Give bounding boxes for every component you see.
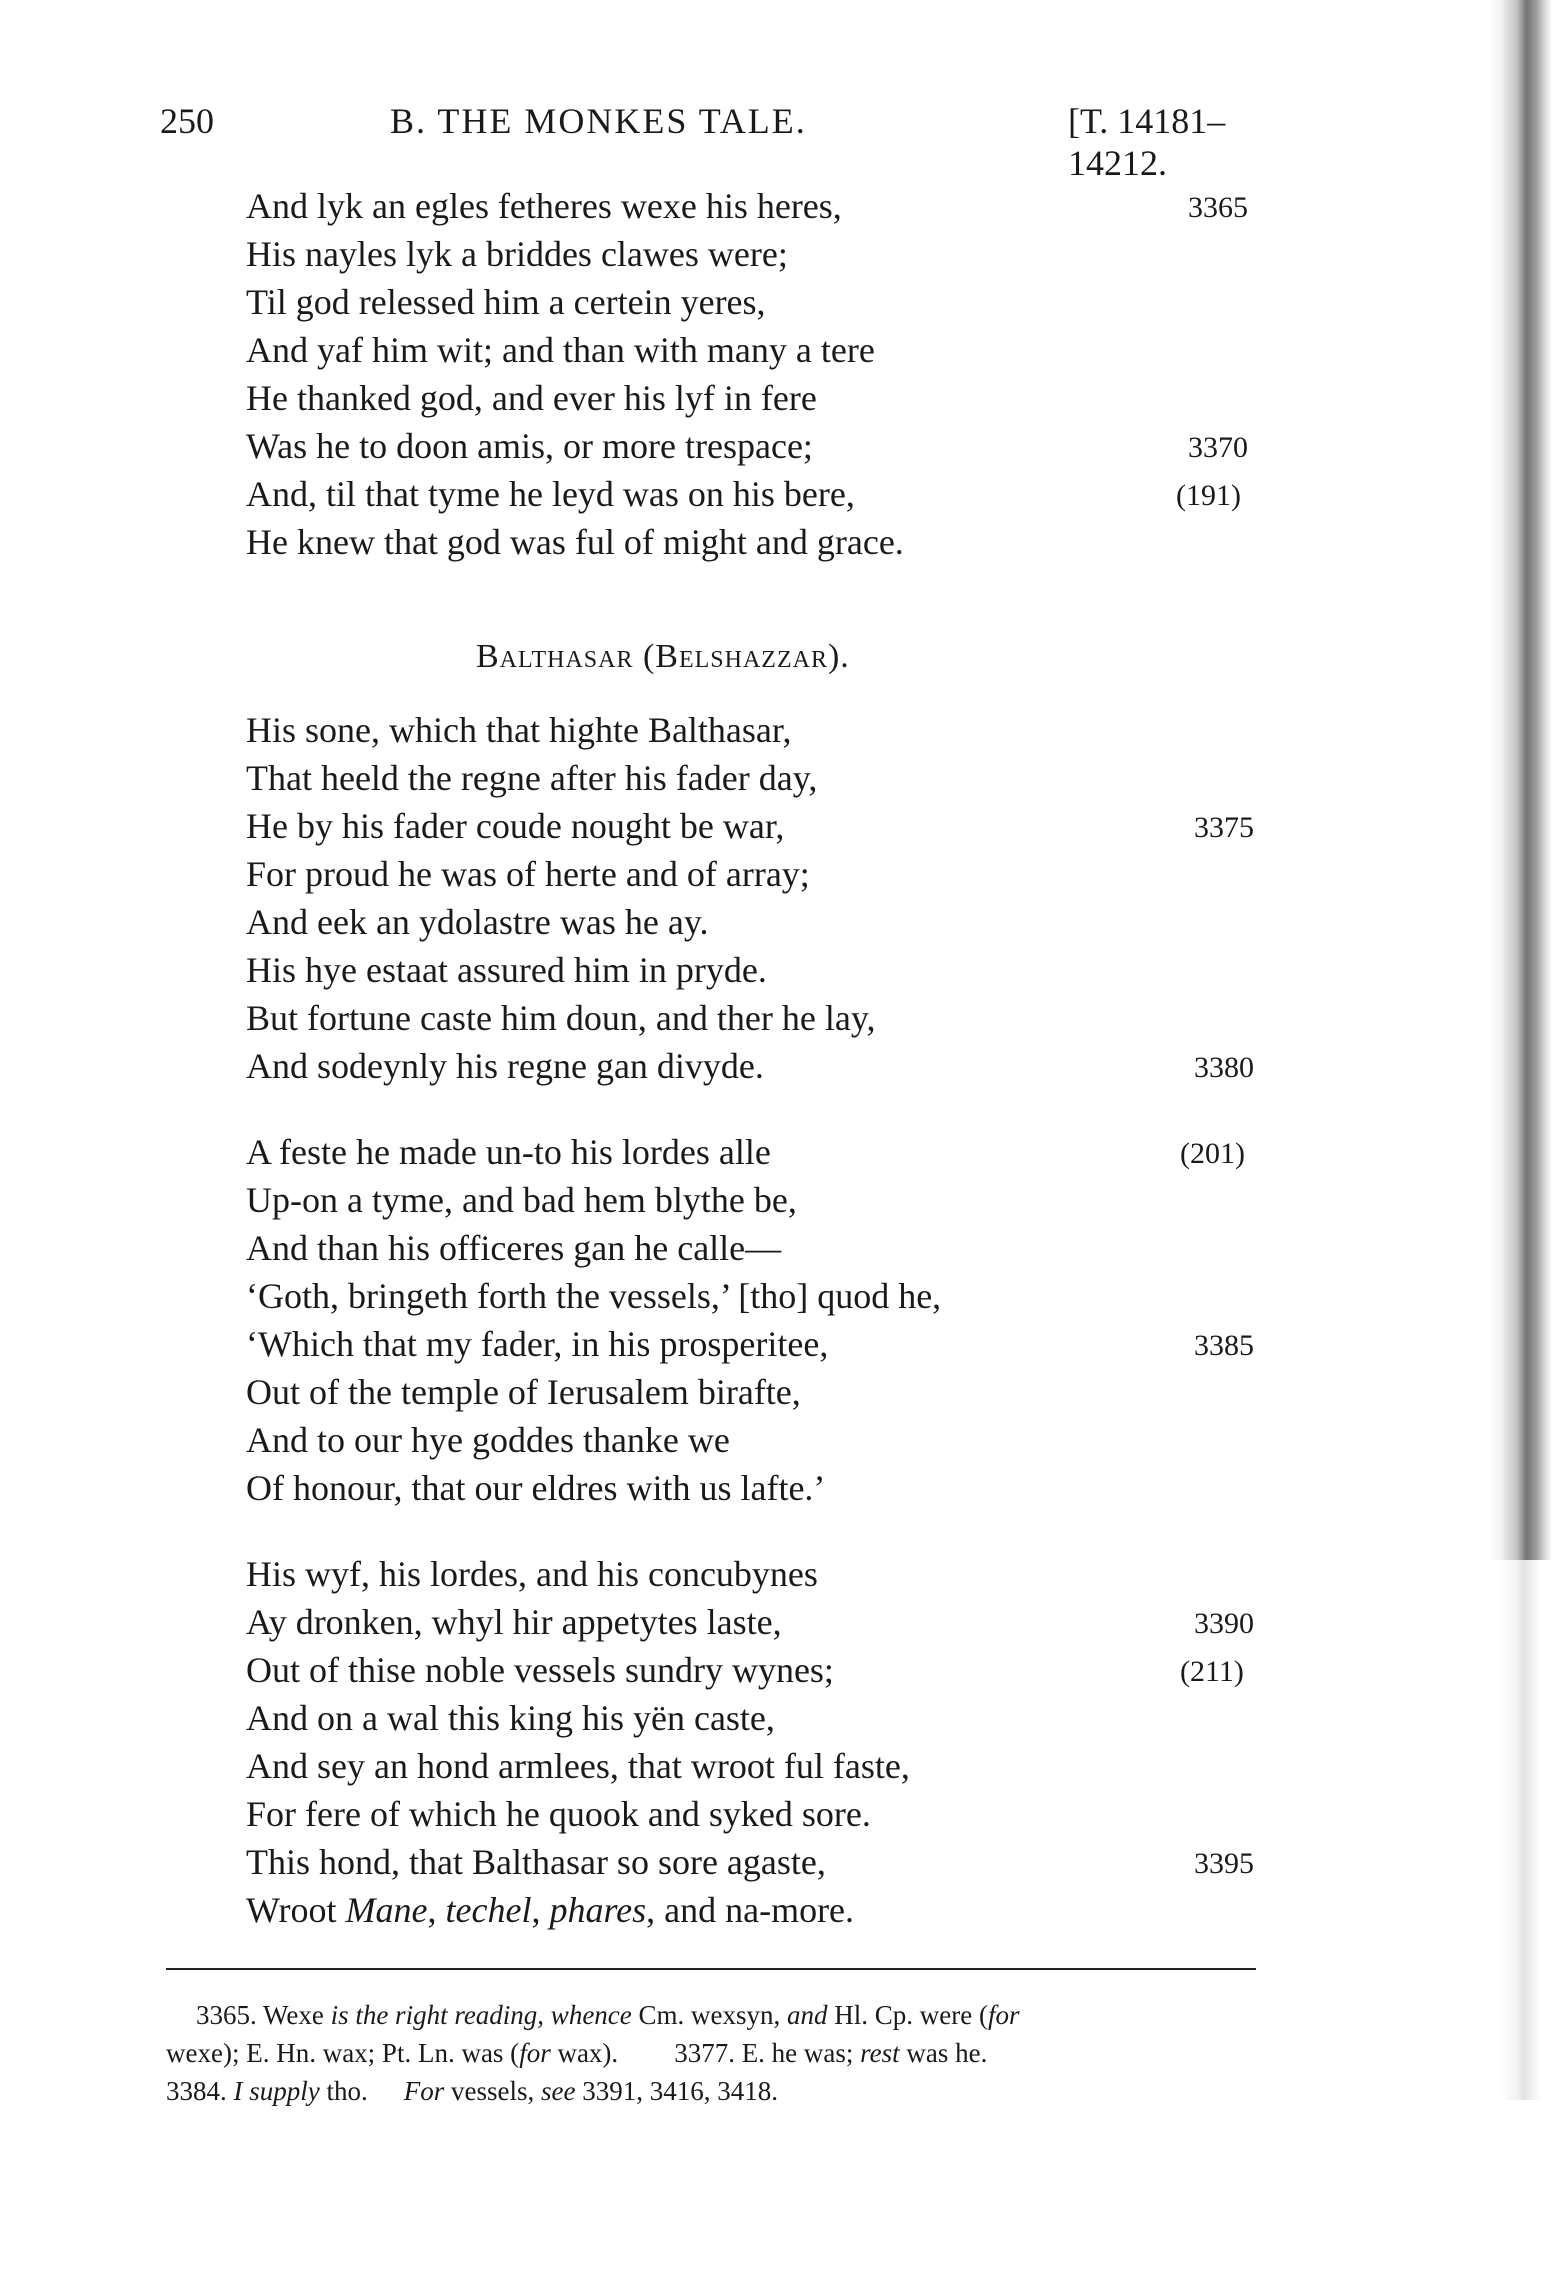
manuscript-number: (191) bbox=[1176, 479, 1241, 512]
verse-line: And yaf him wit; and than with many a tere bbox=[246, 330, 875, 370]
verse-line: His sone, which that highte Balthasar, bbox=[246, 710, 792, 750]
footnote-line: 3384. I supply tho. For vessels, see 3391, 3416, 3418. bbox=[166, 2076, 778, 2106]
verse-line: His hye estaat assured him in pryde. bbox=[246, 950, 767, 990]
verse-line: He by his fader coude nought be war, bbox=[246, 806, 785, 846]
line-number: 3380 bbox=[1194, 1051, 1254, 1084]
verse-line: ‘Which that my fader, in his prosperitee, bbox=[246, 1324, 829, 1364]
verse-line: A feste he made un-to his lordes alle bbox=[246, 1132, 771, 1172]
line-number: 3390 bbox=[1194, 1607, 1254, 1640]
verse-line: Out of the temple of Ierusalem birafte, bbox=[246, 1372, 801, 1412]
verse-line: And sodeynly his regne gan divyde. bbox=[246, 1046, 764, 1086]
running-header bbox=[160, 100, 1260, 183]
verse-line: But fortune caste him doun, and ther he lay, bbox=[246, 998, 876, 1038]
verse-line: And to our hye goddes thanke we bbox=[246, 1420, 730, 1460]
verse-line: His wyf, his lordes, and his concubynes bbox=[246, 1554, 818, 1594]
verse-line: And lyk an egles fetheres wexe his heres, bbox=[246, 186, 842, 226]
verse-line: And than his officeres gan he calle— bbox=[246, 1228, 782, 1268]
page-edge-shadow-lower bbox=[1500, 1560, 1540, 2100]
verse-line: Was he to doon amis, or more trespace; bbox=[246, 426, 813, 466]
verse-line: He thanked god, and ever his lyf in fere bbox=[246, 378, 817, 418]
verse-line: Up-on a tyme, and bad hem blythe be, bbox=[246, 1180, 797, 1220]
verse-line: And sey an hond armlees, that wroot ful faste, bbox=[246, 1746, 910, 1786]
line-number: 3375 bbox=[1194, 811, 1254, 844]
verse-line: ‘Goth, bringeth forth the vessels,’ [tho] quod he, bbox=[246, 1276, 942, 1316]
line-number: 3395 bbox=[1194, 1847, 1254, 1880]
footnote-rule bbox=[166, 1968, 1256, 1970]
manuscript-number: (211) bbox=[1180, 1655, 1244, 1688]
verse-line-last: Wroot Mane, techel, phares, and na-more. bbox=[246, 1890, 855, 1930]
verse-line: For fere of which he quook and syked sore. bbox=[246, 1794, 871, 1834]
verse-line: And, til that tyme he leyd was on his bere, bbox=[246, 474, 855, 514]
verse-line: Til god relessed him a certein yeres, bbox=[246, 282, 766, 322]
verse-line: And on a wal this king his yën caste, bbox=[246, 1698, 775, 1738]
verse-line: For proud he was of herte and of array; bbox=[246, 854, 810, 894]
page-number: 250 bbox=[160, 101, 214, 141]
line-number: 3370 bbox=[1188, 431, 1248, 464]
running-title: B. THE MONKES TALE. bbox=[390, 101, 807, 141]
line-number: 3365 bbox=[1188, 191, 1248, 224]
footnote-line: wexe); E. Hn. wax; Pt. Ln. was (for wax). 3377. E. he was; rest was he. bbox=[166, 2038, 988, 2068]
verse-line: And eek an ydolastre was he ay. bbox=[246, 902, 709, 942]
verse-line: Ay dronken, whyl hir appetytes laste, bbox=[246, 1602, 782, 1642]
line-number: 3385 bbox=[1194, 1329, 1254, 1362]
line-range: [T. 14181–14212. bbox=[1068, 101, 1226, 183]
verse-line: He knew that god was ful of might and grace. bbox=[246, 522, 904, 562]
verse-line: That heeld the regne after his fader day, bbox=[246, 758, 818, 798]
manuscript-number: (201) bbox=[1180, 1137, 1245, 1170]
verse-line: His nayles lyk a briddes clawes were; bbox=[246, 234, 788, 274]
page-edge-shadow bbox=[1488, 0, 1552, 1560]
section-heading: Balthasar (Belshazzar). bbox=[476, 638, 850, 675]
verse-line: Of honour, that our eldres with us lafte.’ bbox=[246, 1468, 826, 1508]
verse-line: This hond, that Balthasar so sore agaste, bbox=[246, 1842, 826, 1882]
footnote-line: 3365. Wexe is the right reading, whence Cm. wexsyn, and Hl. Cp. were (for bbox=[196, 2000, 1020, 2030]
verse-line: Out of thise noble vessels sundry wynes; bbox=[246, 1650, 834, 1690]
